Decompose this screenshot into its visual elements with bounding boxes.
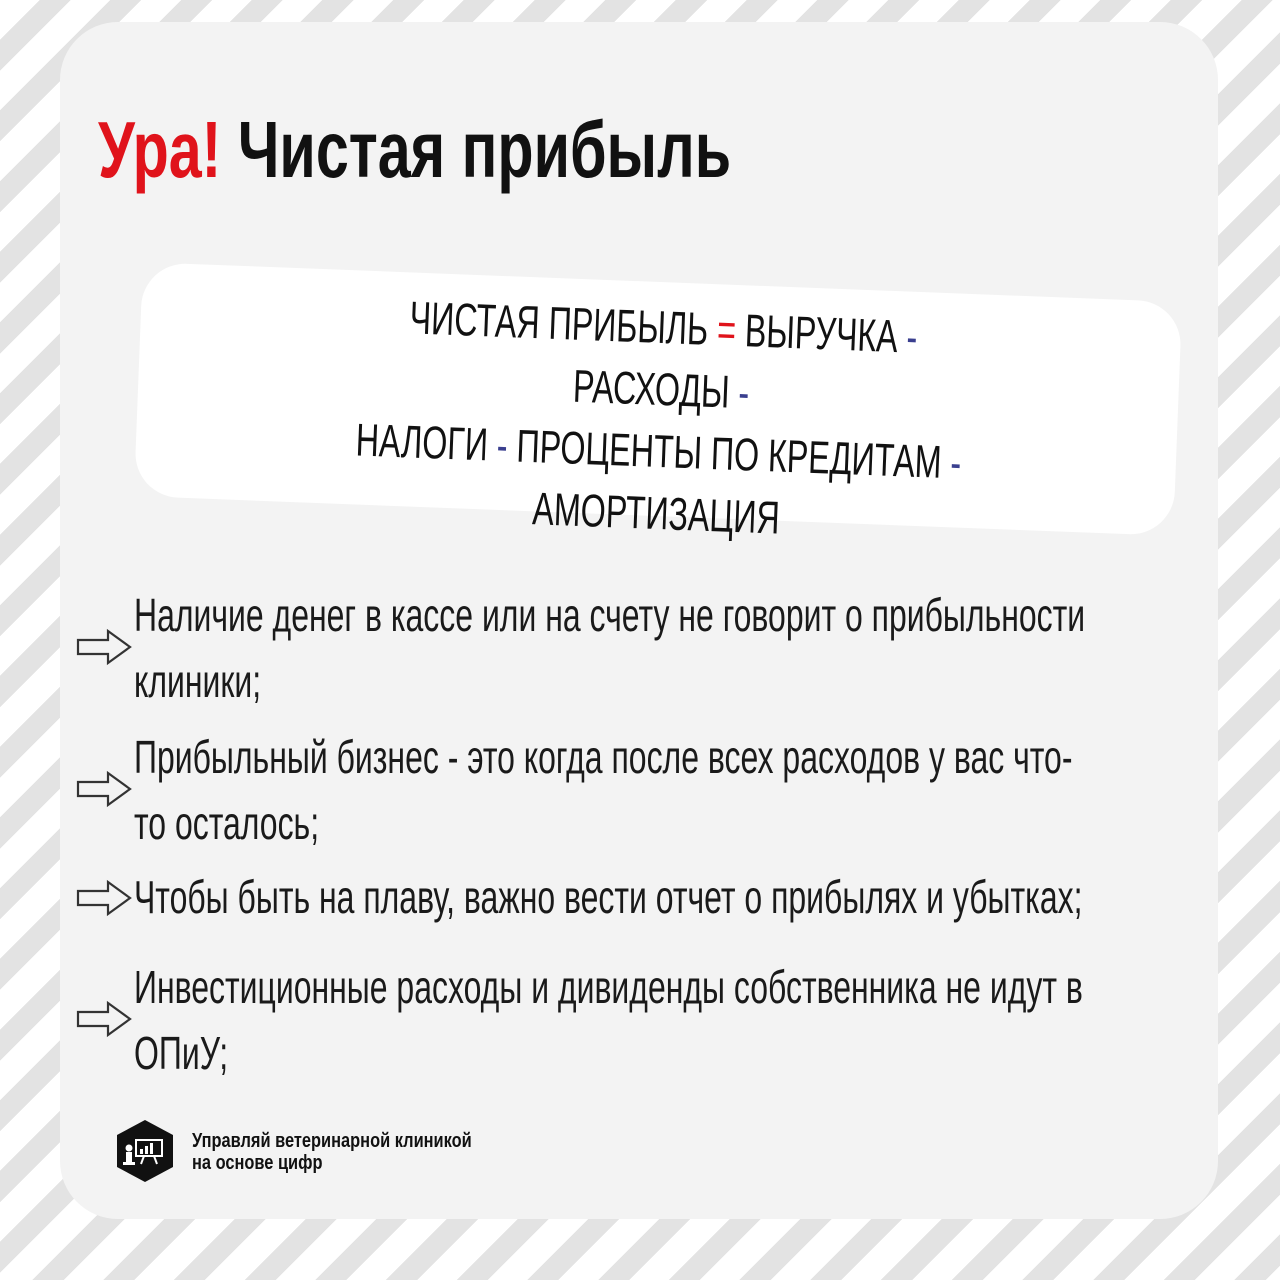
footer-line: Управляй ветеринарной клиникой xyxy=(192,1130,472,1152)
formula xyxy=(176,278,1145,563)
formula-term: РАСХОДЫ xyxy=(572,359,731,418)
title-main: Чистая прибыль xyxy=(237,105,732,194)
logo-icon xyxy=(114,1118,176,1184)
formula-line-text xyxy=(532,477,782,548)
title-accent: Ура! xyxy=(98,105,222,194)
formula-term: АМОРТИЗАЦИЯ xyxy=(531,482,782,544)
list-item-text xyxy=(134,864,1083,930)
list-item-line: Чтобы быть на плаву, важно вести отчет о прибылях и убытках; xyxy=(134,871,1083,923)
list-item-line: ОПиУ; xyxy=(134,1027,229,1079)
list-item-text xyxy=(134,954,1083,1086)
list-item-line: Наличие денег в кассе или на счету не говорит о прибыльности xyxy=(134,589,1086,641)
outline-arrow-right-icon xyxy=(74,999,134,1039)
list-item-text xyxy=(134,582,1085,714)
list-item-line: то осталось; xyxy=(134,797,320,849)
outline-arrow-right-icon xyxy=(74,627,134,667)
formula-minus-sign: - xyxy=(737,366,751,419)
formula-term: ПРОЦЕНТЫ ПО КРЕДИТАМ xyxy=(515,419,943,488)
formula-minus-sign: - xyxy=(905,310,919,363)
footer-line: на основе цифр xyxy=(192,1152,323,1174)
page-title xyxy=(98,100,731,200)
list-item-line: Прибыльный бизнес - это когда после всех расходов у вас что- xyxy=(134,731,1073,783)
list-item-line: клиники; xyxy=(134,655,262,707)
list-item-text xyxy=(134,724,1072,856)
list-item-line: Инвестиционные расходы и дивиденды собственника не идут в xyxy=(134,961,1083,1013)
outline-arrow-right-icon xyxy=(74,769,134,809)
formula-term: ЧИСТАЯ ПРИБЫЛЬ xyxy=(408,291,710,355)
formula-minus-sign: - xyxy=(496,418,509,472)
formula-term: ВЫРУЧКА xyxy=(743,304,899,363)
formula-term: НАЛОГИ xyxy=(355,413,490,471)
formula-equals-sign: = xyxy=(716,303,737,356)
footer-caption xyxy=(192,1130,472,1174)
formula-minus-sign: - xyxy=(949,436,963,489)
outline-arrow-right-icon xyxy=(74,878,134,918)
